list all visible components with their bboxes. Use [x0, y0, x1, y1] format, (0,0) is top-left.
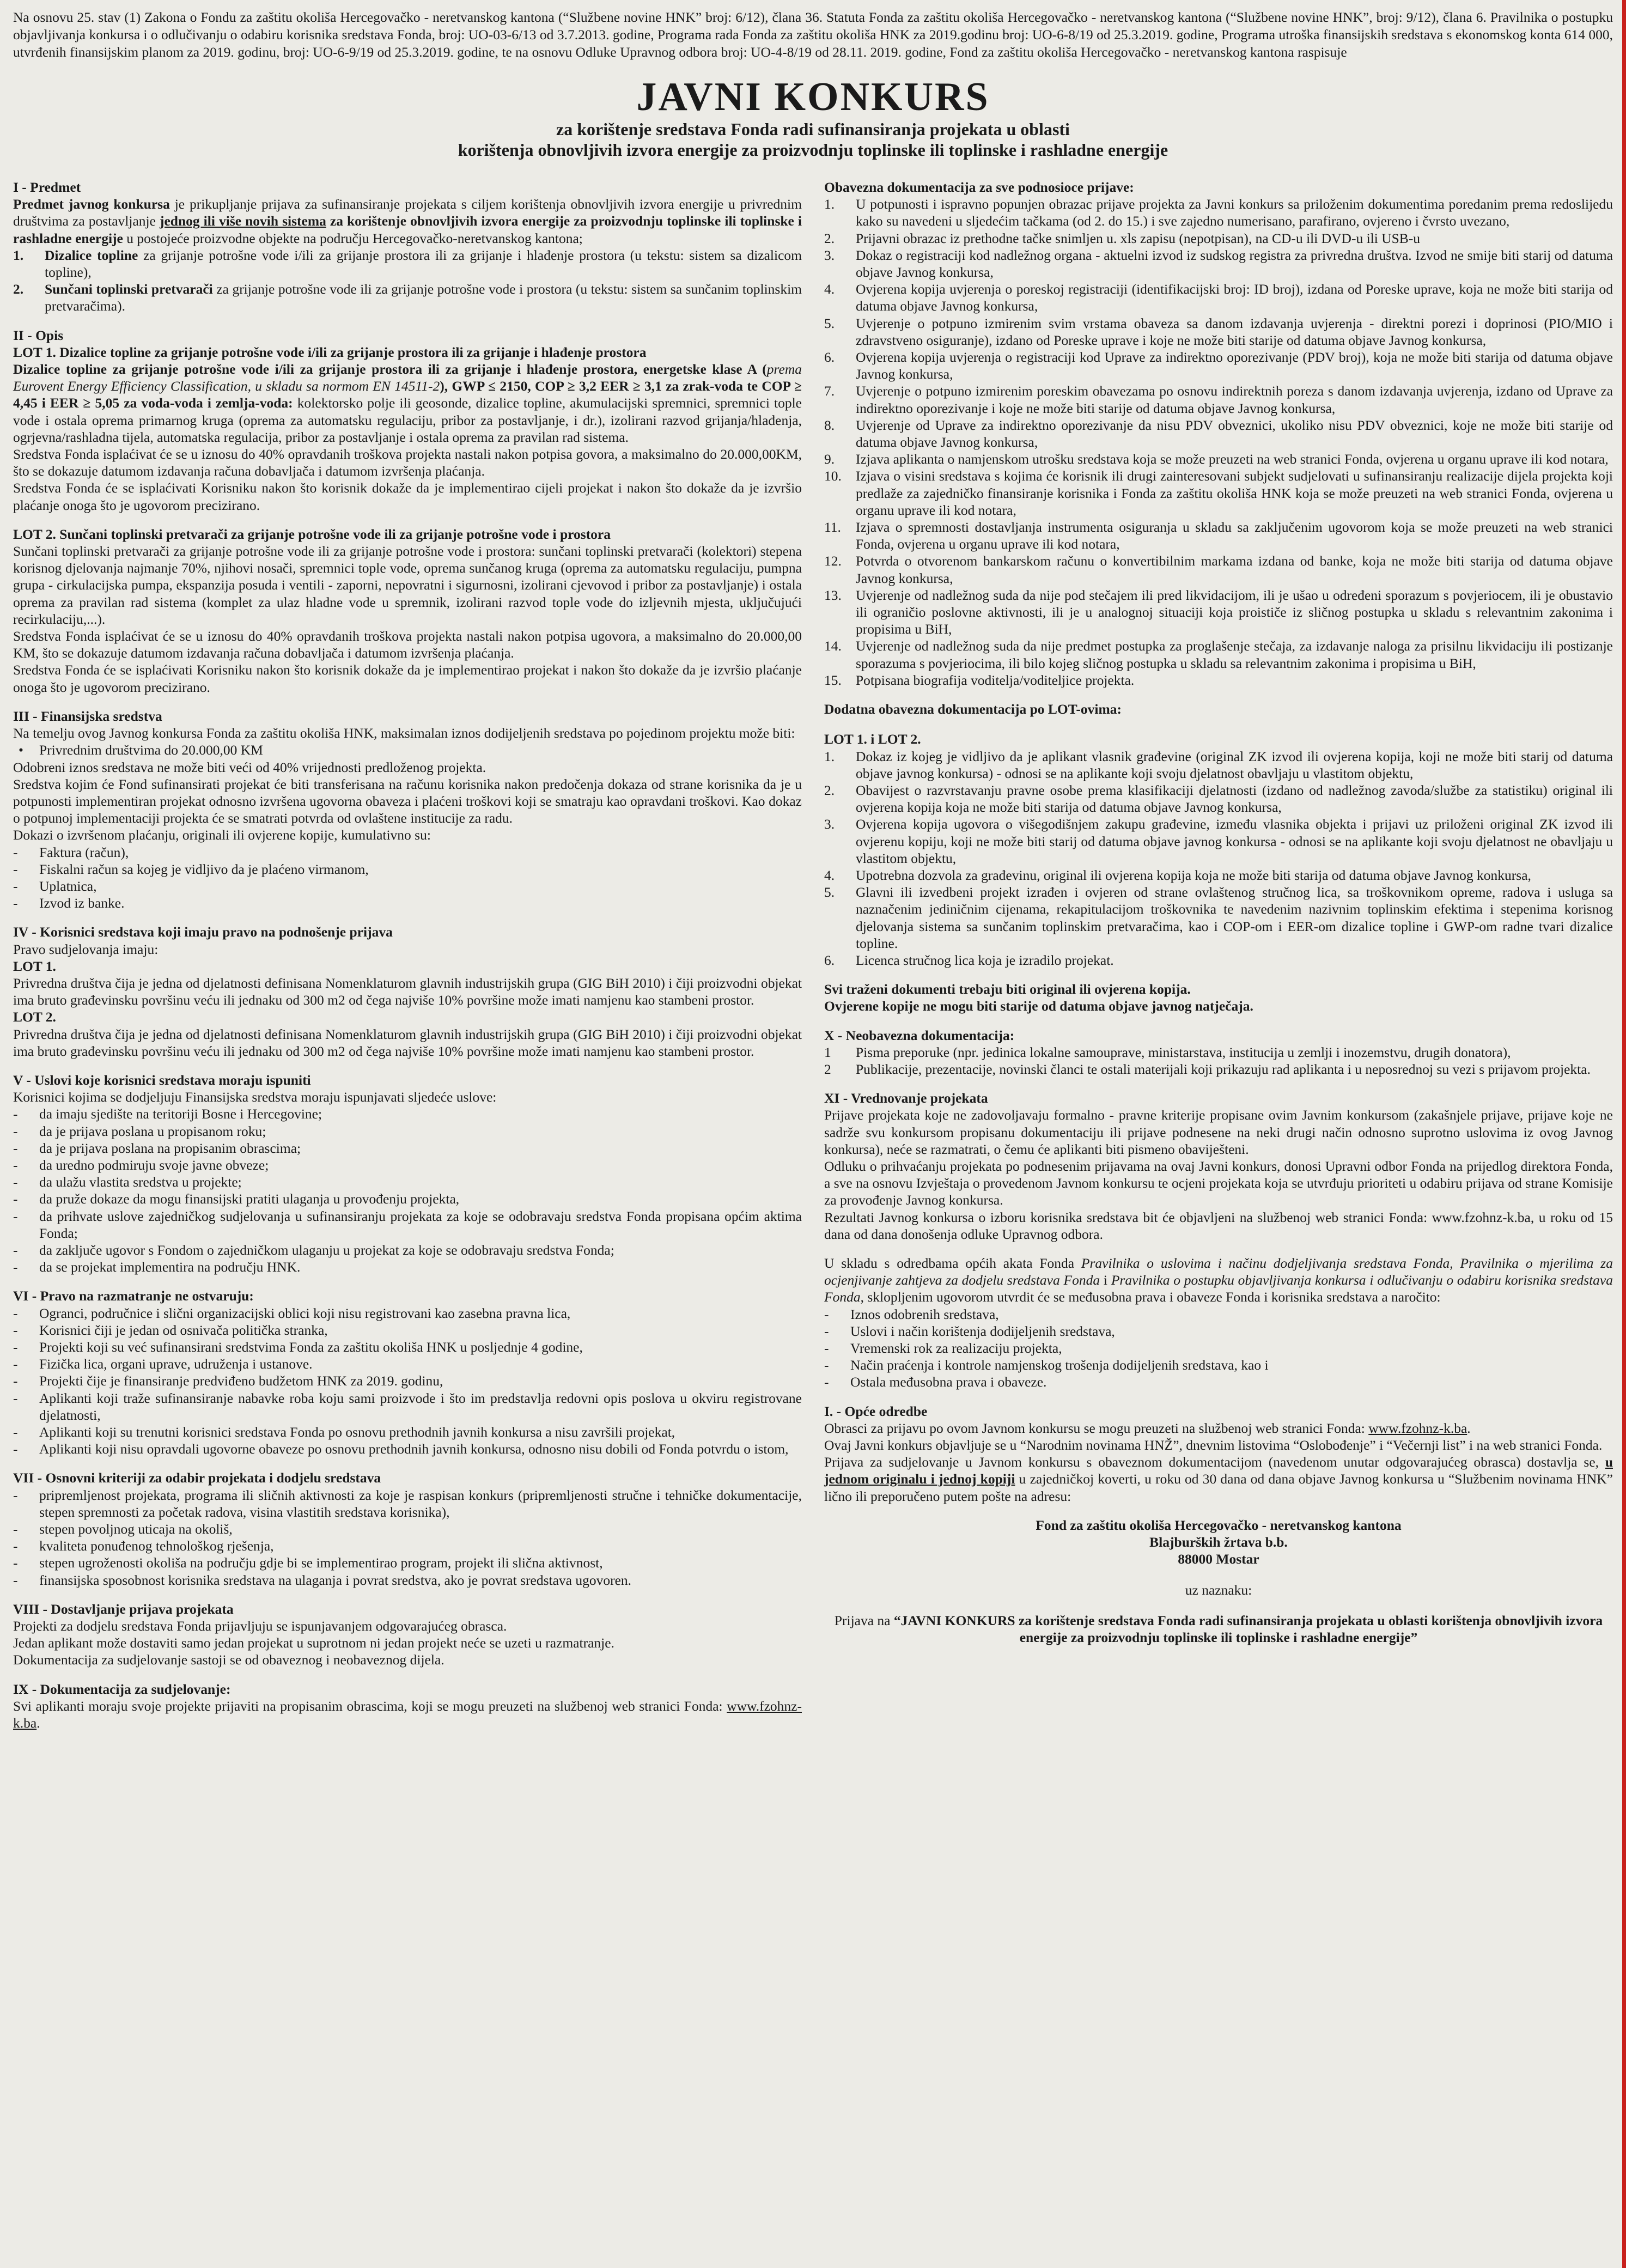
section-heading: X - Neobavezna dokumentacija: [824, 1027, 1015, 1043]
text: za grijanje potrošne vode ili za grijanje potrošne vode i prostora (u tekstu: sistem sa sunčanim toplinskim pretvaračima). [45, 281, 802, 314]
dash-list [13, 1305, 802, 1458]
section-text: Jedan aplikant može dostaviti samo jedan projekat u suprotnom ni jedan projekt neće se uzeti u razmatranje. [13, 1635, 614, 1651]
section-heading: I. - Opće odredbe [824, 1403, 928, 1419]
dash-list [13, 1487, 802, 1589]
item-text: Upotrebna dozvola za građevinu, original ili ovjerena kopija koja ne može biti starija od datuma objave Javnog konkursa, [856, 867, 1531, 883]
section-text: Sredstva kojim će Fond sufinansirati projekat će biti transferisana na računu korisnika nakon predočenja dokaza od strane korisnika da je u potpunosti implementiran projekat odnosno izvršena ugovorna obaveza i plaćeni troškovi koji se smatraju kao opravdani troškovi. Kao dokaz o potpunoj implementaciji projekta će se smatrati potvrda od ovlaštene institucije za radu. [13, 776, 802, 826]
list-item [824, 587, 1613, 638]
list-item [824, 196, 1613, 229]
item-text: Ovjerena kopija ugovora o višegodišnjem zakupu građevine, između vlasnika objekta i prijavi uz priloženi original ZK izvod ili ovjerenu kopiju, koji ne može biti starij od datuma objave javnog konkursa - odnosi se na aplikante koji svoju djelatnost ne obavljaju u vlastitom objektu, [856, 816, 1613, 866]
numbered-list [824, 748, 1613, 969]
section-pravo-na-razmatranje [13, 1287, 802, 1457]
list-item: - Ostala međusobna prava i obaveze. [824, 1373, 1613, 1390]
section-text [13, 196, 802, 247]
item-number: 13. [824, 587, 842, 603]
item-text: Ovjerena kopija uvjerenja o poreskoj registraciji (identifikacijski broj: ID broj), izdana od Poreske uprave, koja ne može biti starija od datuma objave Javnog konkursa, [856, 281, 1613, 314]
item-text: Publikacije, prezentacije, novinski članci te ostali materijali koji prikazuju rad aplikanta i u neposrednoj su vezi s prijavom projekta. [856, 1061, 1591, 1077]
two-column-body [13, 179, 1613, 1743]
item-text: U potpunosti i ispravno popunjen obrazac prijave projekta za Javni konkurs sa priloženim dokumentima poredanim prema redoslijedu kako su navedeni u sljedećim tačkama (od 2. do 15.) i sve zajedno numerisano, parafirano, ovjereno i čvrsto uvezano, [856, 196, 1613, 229]
item-text: Uvjerenje o potpuno izmirenim poreskim obavezama po osnovu indirektnih poreza s danom izdavanja uvjerenja, izdano od Uprave za indirektno oporezivanje i koje ne može biti starije od datuma objave Javnog konkursa, [856, 383, 1613, 416]
bold-text: Dizalice topline za grijanje potrošne vode i/ili za grijanje prostora ili za grijanje i hlađenje prostora, energetske klase A ( [13, 361, 767, 378]
list-item [13, 247, 802, 281]
section-text: Sredstva Fonda će se isplaćivati Korisniku nakon što korisnik dokaže da je implementirao projekat i nakon što dokaže da je izvršio plaćanje onoga što je ugovorom precizirano. [13, 662, 802, 695]
list-item: - da je prijava poslana u propisanom roku; [13, 1123, 802, 1140]
text: Prijava za sudjelovanje u Javnom konkursu s obaveznom dokumentacijom (navedenom unutar odgovarajućeg obrasca) dostavlja se, [824, 1454, 1605, 1470]
text: , sklopljenim ugovorom utvrdit će se međusobna prava i obaveze Fonda i korisnika sredstava a naročito: [860, 1289, 1441, 1305]
list-item: - Ogranci, područnice i slični organizacijski oblici koji nisu registrovani kao zasebna pravna lica, [13, 1305, 802, 1322]
note-text: Ovjerene kopije ne mogu biti starije od datuma objave javnog natječaja. [824, 998, 1253, 1014]
italic-text: prema Eurovent Energy Efficiency Classification, u skladu sa normom EN 14511-2 [13, 361, 802, 394]
list-item: - finansijska sposobnost korisnika sredstava na ulaganja i povrat sredstva, ako je povrat sredstava ugovoren. [13, 1572, 802, 1589]
underlined-text: u jednom originalu i jednoj kopiji [824, 1454, 1613, 1487]
list-item: - kvaliteta ponuđenog tehnološkog rješenja, [13, 1537, 802, 1554]
text: kolektorsko polje ili geosonde, dizalice topline, akumulacijski spremnici, spremnici tople vode i ostala oprema primarnog kruga (oprema za automatsku regulaciju, pribor za postavljanje, i dr.), izolirani razvod grijanja/hlađenja, ogrjevna/rashladna tijela, automatska regulacija, pribor za postavljanje i ostala oprema za pravilan rad sistema. [13, 395, 802, 445]
lot-heading: LOT 1. i LOT 2. [824, 731, 921, 747]
bold-text: ), GWP ≤ 2150, COP ≥ 3,2 EER ≥ 3,1 za zrak-voda te COP ≥ 4,45 i EER ≥ 5,05 za voda-voda i zemlja-voda: [13, 378, 802, 411]
item-number: 1. [13, 247, 24, 263]
section-heading: VII - Osnovni kriteriji za odabir projekata i dodjelu sredstava [13, 1470, 381, 1486]
list-item: - stepen ugroženosti okoliša na području gdje bi se implementirao program, projekt ili slična aktivnost, [13, 1554, 802, 1571]
page-title: JAVNI KONKURS [636, 75, 990, 119]
section-text: Pravo sudjelovanja imaju: [13, 941, 159, 957]
item-number: 9. [824, 451, 835, 467]
list-item [824, 884, 1613, 952]
postal-address [824, 1517, 1613, 1568]
numbered-list [824, 1044, 1613, 1078]
list-item: - Fizička lica, organi uprave, udruženja i ustanove. [13, 1355, 802, 1372]
item-text: Prijavni obrazac iz prethodne tačke snimljen u. xls zapisu (nepotpisan), na CD-u ili DVD-u ili USB-u [856, 230, 1421, 246]
section-text [824, 1255, 1613, 1306]
list-item: - da pruže dokaze da mogu finansijski pratiti ulaganja u provođenju projekta, [13, 1190, 802, 1207]
section-text: Dokazi o izvršenom plaćanju, originali ili ovjerene kopije, kumulativno su: [13, 827, 431, 843]
list-item: - da imaju sjedište na teritoriji Bosne i Hercegovine; [13, 1105, 802, 1122]
right-column [824, 179, 1613, 1743]
item-number: 5. [824, 884, 835, 901]
section-heading: VI - Pravo na razmatranje ne ostvaruju: [13, 1288, 254, 1304]
item-number: 12. [824, 553, 842, 569]
title-block [13, 75, 1613, 160]
section-text: Odobreni iznos sredstava ne može biti veći od 40% vrijednosti predloženog projekta. [13, 759, 486, 775]
list-item [824, 349, 1613, 382]
item-text: Glavni ili izvedbeni projekt izrađen i ovjeren od strane ovlaštenog stručnog lica, sa troškovnikom opreme, radova i usluga sa naznačenim jediničnim cijenama, rekapitulacijom troškovnika te navedenim nazivnim toplinskim efektima i stepenima korisnog djelovanja sistema sa sunčanim toplinskim pretvaračima, kao i COP-om i EER-om dizalice topline i GWP-om radne tvari dizalice topline. [856, 884, 1613, 951]
text: Prijava na [834, 1612, 894, 1628]
numbered-list [13, 247, 802, 315]
list-item: - stepen povoljnog uticaja na okoliš, [13, 1521, 802, 1537]
italic-text: Pravilnika o uslovima i načinu dodjeljivanja sredstava Fonda, Pravilnika o mjerilima za ocjenjivanje zahtjeva za dodjelu sredstava Fonda [824, 1255, 1613, 1288]
address-line: 88000 Mostar [1178, 1551, 1259, 1567]
bullet-list [13, 741, 802, 758]
list-item [824, 637, 1613, 671]
item-number: 3. [824, 247, 835, 263]
list-item [824, 417, 1613, 451]
section-text: Korisnici kojima se dodjeljuju Finansijska sredstva moraju ispunjavati sljedeće uslove: [13, 1089, 497, 1105]
dash-list [13, 844, 802, 912]
list-item: - Izvod iz banke. [13, 895, 802, 911]
list-item: - da zaključe ugovor s Fondom o zajedničkom ulaganju u projekat za koje se odobravaju sredstva Fonda; [13, 1242, 802, 1258]
lot-2-heading: LOT 2. Sunčani toplinski pretvarači za grijanje potrošne vode ili za grijanje potrošne vode i prostora [13, 526, 611, 542]
section-uslovi [13, 1072, 802, 1275]
section-opce-odredbe [824, 1403, 1613, 1646]
list-item [824, 247, 1613, 281]
dash-list [824, 1306, 1613, 1391]
section-kriteriji [13, 1469, 802, 1588]
website-link[interactable]: www.fzohnz-k.ba [1368, 1420, 1467, 1436]
list-item: - pripremljenost projekata, programa ili sličnih aktivnosti za koje je raspisan konkurs (pripremljenosti stručne i tehničke dokumentacije, stepen spremnosti za početak radova, visina vlastitih sredstava korisnika), [13, 1487, 802, 1521]
list-item: - Uslovi i način korištenja dodijeljenih sredstava, [824, 1323, 1613, 1340]
section-heading: VIII - Dostavljanje prijava projekata [13, 1601, 234, 1617]
text: . [1467, 1420, 1471, 1436]
list-item: - Fiskalni račun sa kojeg je vidljivo da je plaćeno virmanom, [13, 861, 802, 878]
section-text: Dokumentacija za sudjelovanje sastoji se od obaveznog i neobaveznog dijela. [13, 1652, 444, 1668]
list-item [824, 816, 1613, 867]
list-item [13, 281, 802, 314]
list-item: - Aplikanti koji traže sufinansiranje nabavke roba koju sami proizvode i što im predstavlja redovni opis poslova u okviru registrovane djelatnosti, [13, 1390, 802, 1424]
section-text: Rezultati Javnog konkursa o izboru korisnika sredstava bit će objavljeni na službenoj web stranici Fonda: www.fzohnz-k.ba, u roku od 15 dana od dana donošenja odluke Upravnog odbora. [824, 1209, 1613, 1242]
list-item [824, 315, 1613, 349]
item-number: 8. [824, 417, 835, 433]
section-text: Sredstva Fonda isplaćivat će se u iznosu do 40% opravdanih troškova projekta nastali nakon potpisa ugovora, a maksimalno do 20.000,00 KM, što se dokazuje datumom izdavanja računa dobavljača i datumom izvršenja plaćanja. [13, 628, 802, 661]
section-text: Privredna društva čija je jedna od djelatnosti definisana Nomenklaturom glavnih industrijskih grupa (GIG BiH 2010) i čiji proizvodni objekat ima bruto građevinsku površinu veću ili jednaku od 300 m2 od čega najviše 10% površine može imati namjenu kao stambeni prostor. [13, 975, 802, 1008]
section-dokumentacija [13, 1681, 802, 1732]
section-text: Projekti za dodjelu sredstava Fonda prijavljuju se ispunjavanjem odgovarajućeg obrasca. [13, 1618, 507, 1634]
section-heading: XI - Vrednovanje projekata [824, 1090, 988, 1106]
item-text [45, 247, 802, 281]
text: za grijanje potrošne vode i/ili za grijanje prostora ili za grijanje i hlađenje prostora (u tekstu: sistem sa dizalicom topline), [45, 247, 802, 281]
section-text: Sredstva Fonda će se isplaćivati Korisniku nakon što korisnik dokaže da je implementirao cijeli projekat i nakon što dokaže da je izvršio plaćanje onoga što je ugovorom precizirano. [13, 480, 802, 513]
list-item: • Privrednim društvima do 20.000,00 KM [13, 741, 802, 758]
lot-label: LOT 1. [13, 958, 56, 974]
item-text: Uvjerenje od Uprave za indirektno oporezivanje da nisu PDV obveznici, ukoliko nisu PDV obveznici, koje ne može biti starije od datuma objave Javnog konkursa, [856, 417, 1613, 451]
section-text [13, 361, 802, 446]
item-text [45, 281, 802, 314]
item-number: 2. [824, 230, 835, 246]
section-text [824, 1454, 1613, 1505]
subtitle-line-1: za korištenje sredstava Fonda radi sufinansiranja projekata u oblasti [556, 119, 1070, 139]
list-item [824, 519, 1613, 552]
section-heading: Dodatna obavezna dokumentacija po LOT-ovima: [824, 701, 1122, 718]
numbered-list [824, 196, 1613, 689]
red-edge-bar [1622, 0, 1626, 2268]
section-obavezna-dokumentacija [824, 179, 1613, 689]
subtitle-line-2: korištenja obnovljivih izvora energije za proizvodnju toplinske ili toplinske i rashladne energije [458, 140, 1168, 160]
item-text: Obavijest o razvrstavanju pravne osobe prema klasifikaciji djelatnosti (izdano od nadležnog zavoda/službe za statistiku) original ili ovjerena kopija koja ne može biti starija od datuma objave Javnog konkursa, [856, 782, 1613, 816]
bold-text: Predmet javnog konkursa [13, 196, 170, 212]
item-number: 2. [824, 782, 835, 798]
list-item [824, 467, 1613, 519]
item-number: 2 [824, 1061, 831, 1077]
section-heading: III - Finansijska sredstva [13, 708, 162, 724]
item-text: Uvjerenje od nadležnog suda da nije predmet postupka za proglašenje stečaja, za izdavanje naloga za prisilnu likvidaciju ili postizanje sporazuma s povjeriocima, ili bilo kojeg sličnog postupka u skladu sa relevantnim zakonima i propisima u BiH, [856, 638, 1613, 671]
list-item [824, 230, 1613, 247]
item-text: Potpisana biografija voditelja/voditeljice projekta. [856, 672, 1135, 688]
item-number: 7. [824, 383, 835, 399]
bold-text: “JAVNI KONKURS za korištenje sredstava Fonda radi sufinansiranja projekata u oblasti korištenja obnovljivih izvora energije za proizvodnju toplinske ili toplinske i rashladne energije” [893, 1612, 1603, 1645]
list-item [824, 1061, 1613, 1078]
original-copy-note [824, 981, 1613, 1014]
list-item [824, 1044, 1613, 1061]
item-number: 11. [824, 519, 841, 536]
section-finansijska-sredstva [13, 708, 802, 911]
envelope-label [824, 1612, 1613, 1646]
italic-text: Pravilnika o postupku objavljivanja konkursa i odlučivanju o odabiru korisnika sredstava Fonda [824, 1272, 1613, 1305]
lot-label: LOT 2. [13, 1009, 56, 1025]
item-text: Pisma preporuke (npr. jedinica lokalne samouprave, ministarstava, institucija u zemlji i inozemstvu, drugih donatora), [856, 1044, 1511, 1060]
bold-text: Dizalice topline [45, 247, 138, 263]
dash-list [13, 1105, 802, 1275]
item-number: 1. [824, 748, 835, 764]
item-number: 6. [824, 952, 835, 968]
list-item [824, 952, 1613, 969]
list-item [824, 748, 1613, 782]
item-number: 10. [824, 468, 842, 484]
text: u postojeće proizvodne objekte na području Hercegovačko-neretvanskog kantona; [123, 230, 583, 246]
list-item: - da uredno podmiruju svoje javne obveze; [13, 1157, 802, 1173]
list-item: - Iznos odobrenih sredstava, [824, 1306, 1613, 1323]
section-opis [13, 327, 802, 696]
list-item: - Projekti čije je finansiranje predviđeno budžetom HNK za 2019. godinu, [13, 1372, 802, 1389]
item-text: Dokaz o registraciji kod nadležnog organa - aktuelni izvod iz sudskog registra za privredna društva. Izvod ne smije biti starij od datuma objave Javnog konkursa, [856, 247, 1613, 281]
section-heading: II - Opis [13, 327, 64, 343]
website-link[interactable]: www.fzohnz-k.ba [13, 1698, 802, 1731]
list-item: - Aplikanti koji su trenutni korisnici sredstava Fonda po osnovu prethodnih javnih konkursa a nisu završili projekat, [13, 1424, 802, 1440]
section-heading: I - Predmet [13, 179, 81, 195]
text: je prikupljanje prijava za sufinansiranje projekata s ciljem korištenja obnovljivih izvora energije u privrednim društvima za postavljanje [13, 196, 802, 229]
section-text: Sredstva Fonda isplaćivat će se u iznosu do 40% opravdanih troškova projekta nastali nakon potpisa govora, a maksimalno do 20.000,00KM, što se dokazuje datumom izdavanja računa dobavljača i datumom izvršenja plaćanja. [13, 446, 802, 479]
item-number: 4. [824, 867, 835, 883]
section-neobavezna-dokumentacija [824, 1027, 1613, 1078]
list-item: - Projekti koji su već sufinansirani sredstvima Fonda za zaštitu okoliša HNK u posljednje 4 godine, [13, 1339, 802, 1355]
text: Svi aplikanti moraju svoje projekte prijaviti na propisanim obrascima, koji se mogu preuzeti na službenoj web stranici Fonda: [13, 1698, 727, 1714]
list-item: - da ulažu vlastita sredstva u projekte; [13, 1173, 802, 1190]
bold-text: Sunčani toplinski pretvarači [45, 281, 213, 297]
list-item [824, 382, 1613, 416]
section-dostavljanje [13, 1601, 802, 1669]
list-item [824, 281, 1613, 314]
item-text: Izjava o spremnosti dostavljanja instrumenta osiguranja u skladu sa zaključenim ugovorom koja se može preuzeti na web stranici Fonda, ovjerena u organu uprave ili kod notara, [856, 519, 1613, 552]
item-number: 6. [824, 349, 835, 366]
section-heading: IV - Korisnici sredstava koji imaju pravo na podnošenje prijava [13, 924, 393, 940]
underlined-text: jednog ili više novih sistema [159, 213, 326, 229]
section-heading: IX - Dokumentacija za sudjelovanje: [13, 1681, 231, 1697]
item-text: Potvrda o otvorenom bankarskom računu o konvertibilnim markama izdana od banke, koja ne može biti starija od datuma objave Javnog konkursa, [856, 553, 1613, 586]
lot-1-heading: LOT 1. Dizalice topline za grijanje potrošne vode i/ili za grijanje prostora ili za grijanje i hlađenje prostora [13, 344, 647, 360]
left-column [13, 179, 802, 1743]
list-item [824, 451, 1613, 467]
bold-text: za korištenje obnovljivih izvora energije za proizvodnju toplinske ili toplinske i rashladne energije [13, 213, 802, 246]
item-number: 1 [824, 1044, 831, 1060]
text: u zajedničkoj koverti, u roku od 30 dana od dana objave Javnog konkursa u “Službenim novinama HNK” lično ili preporučeno putem pošte na adresu: [824, 1471, 1613, 1504]
list-item: - Način praćenja i kontrole namjenskog trošenja dodijeljenih sredstava, kao i [824, 1357, 1613, 1373]
text: Obrasci za prijavu po ovom Javnom konkursu se mogu preuzeti na službenoj web stranici Fonda: [824, 1420, 1369, 1436]
text: i [1100, 1272, 1111, 1288]
intro-paragraph: Na osnovu 25. stav (1) Zakona o Fondu za zaštitu okoliša Hercegovačko - neretvanskog kantona (“Službene novine HNK” broj: 6/12), člana 36. Statuta Fonda za zaštitu okoliša Hercegovačko - neretvanskog kantona (“Službene novine HNK”, broj: 9/12), člana 6. Pravilnika o postupku objavljivanja konkursa i o odlučivanju o odabiru korisnika sredstava Fonda, broj: UO-03-6/13 od 3.7.2013. godine, Programa rada Fonda za zaštitu okoliša HNK za 2019.godinu broj: UO-6-8/19 od 25.3.2019. godine, Programa utroška finansijskih sredstava s ekonomskog konta 614 000, utvrđenih finansijskim planom za 2019. godinu, broj: UO-6-9/19 od 25.3.2019. godine, te na osnovu Odluke Upravnog odbora broj: UO-4-8/19 od 28.11. 2019. godine, Fond za zaštitu okoliša Hercegovačko - neretvanskog kantona raspisuje [13, 9, 1613, 60]
section-text: Odluku o prihvaćanju projekata po podnesenim prijavama na ovaj Javni konkurs, donosi Upravni odbor Fonda na prijedlog direktora Fonda, a sve na osnovu Izvještaja o provedenom Javnom konkursu te ocjeni projekata koja se utvrđuju prioriteti u odabiru prijava od strane Komisije za provođenje Javnog konkursa. [824, 1158, 1613, 1208]
item-number: 3. [824, 816, 835, 832]
section-text [824, 1420, 1613, 1437]
item-number: 2. [13, 281, 24, 297]
section-text: Sunčani toplinski pretvarači za grijanje potrošne vode ili za grijanje potrošne vode i prostora: sunčani toplinski pretvarači (kolektori) stepena korisnog djelovanja najmanje 70%, njihovi nosači, spremnici tople vode, oprema sunčanog kruga (oprema za automatsku regulaciju, pumpna grupa - cirkulacijska pumpa, ekspanzija posuda i ventili - zaporni, nepovratni i sigurnosni, izolirani cjevovod i pribor za postavljanje) i ostala oprema za pravilan rad sistema (komplet za ulaz hladne vode u spremnik, izolirani razvod tople vode do izljevnih mjesta, uključujući recirkulaciju,...). [13, 543, 802, 627]
section-text [13, 1698, 802, 1731]
section-text: Ovaj Javni konkurs objavljuje se u “Narodnim novinama HNŽ”, dnevnim listovima “Oslobođenje” i “Večernji list” i na web stranici Fonda. [824, 1437, 1603, 1454]
section-heading: Obavezna dokumentacija za sve podnosioce prijave: [824, 179, 1134, 195]
list-item: - da se projekat implementira na području HNK. [13, 1258, 802, 1275]
section-text: Na temelju ovog Javnog konkursa Fonda za zaštitu okoliša HNK, maksimalan iznos dodijeljenih sredstava po pojedinom projektu može biti: [13, 725, 795, 741]
section-ugovor [824, 1255, 1613, 1391]
section-dodatna-dokumentacija [824, 701, 1613, 969]
item-number: 4. [824, 281, 835, 297]
item-number: 14. [824, 638, 842, 654]
item-text: Ovjerena kopija uvjerenja o registraciji kod Uprave za indirektno oporezivanje (PDV broj), koja ne može biti starija od datuma objave Javnog konkursa, [856, 349, 1613, 382]
list-item: - da je prijava poslana na propisanim obrascima; [13, 1140, 802, 1157]
list-item: - Aplikanti koji nisu opravdali ugovorne obaveze po osnovu prethodnih javnih konkursa, odnosno nisu dobili od Fonda potvrdu o istom, [13, 1440, 802, 1457]
address-line: Fond za zaštitu okoliša Hercegovačko - neretvanskog kantona [1036, 1517, 1402, 1533]
item-text: Dokaz iz kojeg je vidljivo da je aplikant vlasnik građevine (original ZK izvod ili ovjerena kopija, koji ne može biti starij od datuma objave javnog konkursa) - odnosi se na aplikante koji svoju djelatnost obavljaju u vlastitom objektu, [856, 748, 1613, 781]
section-predmet [13, 179, 802, 315]
list-item [824, 782, 1613, 816]
item-text: Licenca stručnog lica koja je izradilo projekat. [856, 952, 1114, 968]
list-item [824, 867, 1613, 884]
list-item: - Korisnici čiji je jedan od osnivača politička stranka, [13, 1322, 802, 1339]
item-text: Uvjerenje o potpuno izmirenim svim vrstama obaveza sa danom izdavanja uvjerenja - direktni porezi i doprinosi (PIO/MIO i zdravstveno osiguranje), izdano od Poreske uprave i koje ne može biti starije od datuma objave Javnog konkursa, [856, 315, 1613, 348]
list-item: - Vremenski rok za realizaciju projekta, [824, 1340, 1613, 1357]
item-text: Izjava aplikanta o namjenskom utrošku sredstava koja se može preuzeti na web stranici Fonda, ovjerena u organu uprave ili kod notara, [856, 451, 1609, 467]
item-text: Izjava o visini sredstava s kojima će korisnik ili drugi zainteresovani subjekt sudjelovati u sufinansiranju realizacije dijela projekta koji predlaže za zajedničko finansiranje korisnika i Fonda za zaštitu okoliša HNK koja se može preuzeti na web stranici Fonda, ovjerena u organu uprave ili kod notara, [856, 468, 1613, 518]
section-text: Prijave projekata koje ne zadovoljavaju formalno - pravne kriterije propisane ovim Javnim konkursom (zakašnjele prijave, prijave koje ne sadrže svu konkursom propisanu dokumentaciju ili prijave podnesene na neki drugi način odnosno suprotno uslovima iz ovog Javnog konkursa), neće se razmatrati, o čemu će aplikanti biti pismeno obaviješteni. [824, 1107, 1613, 1157]
uz-naznaku: uz naznaku: [1185, 1582, 1252, 1598]
list-item: - Faktura (račun), [13, 844, 802, 861]
item-number: 15. [824, 672, 842, 688]
list-item [824, 552, 1613, 586]
list-item: - da prihvate uslove zajedničkog sudjelovanja u sufinansiranju projekata za koje se odobravaju sredstva Fonda propisana općim aktima Fonda; [13, 1208, 802, 1242]
item-number: 1. [824, 196, 835, 212]
item-text: Uvjerenje od nadležnog suda da nije pod stečajem ili pred likvidacijom, ili je ušao u određeni sporazum s povjeriocem, ili je obustavio ili ograničio poslovne aktivnosti, ili je u analognoj situaciji koja proističe iz sličnog postupka u skladu s relevantnim zakonima i propisima u BiH, [856, 587, 1613, 637]
section-heading: V - Uslovi koje korisnici sredstava moraju ispuniti [13, 1072, 311, 1088]
section-text: Privredna društva čija je jedna od djelatnosti definisana Nomenklaturom glavnih industrijskih grupa (GIG BiH 2010) i čiji proizvodni objekat ima bruto građevinsku površinu veću ili jednaku od 300 m2 od čega najviše 10% površine može imati namjenu kao stambeni prostor. [13, 1026, 802, 1059]
list-item [824, 672, 1613, 689]
address-line: Blajburških žrtava b.b. [1149, 1534, 1288, 1550]
section-korisnici [13, 923, 802, 1060]
list-item: - Uplatnica, [13, 878, 802, 895]
text: U skladu s odredbama općih akata Fonda [824, 1255, 1081, 1271]
section-vrednovanje [824, 1090, 1613, 1243]
note-text: Svi traženi dokumenti trebaju biti original ili ovjerena kopija. [824, 981, 1191, 998]
item-number: 5. [824, 315, 835, 331]
text: . [36, 1715, 40, 1731]
